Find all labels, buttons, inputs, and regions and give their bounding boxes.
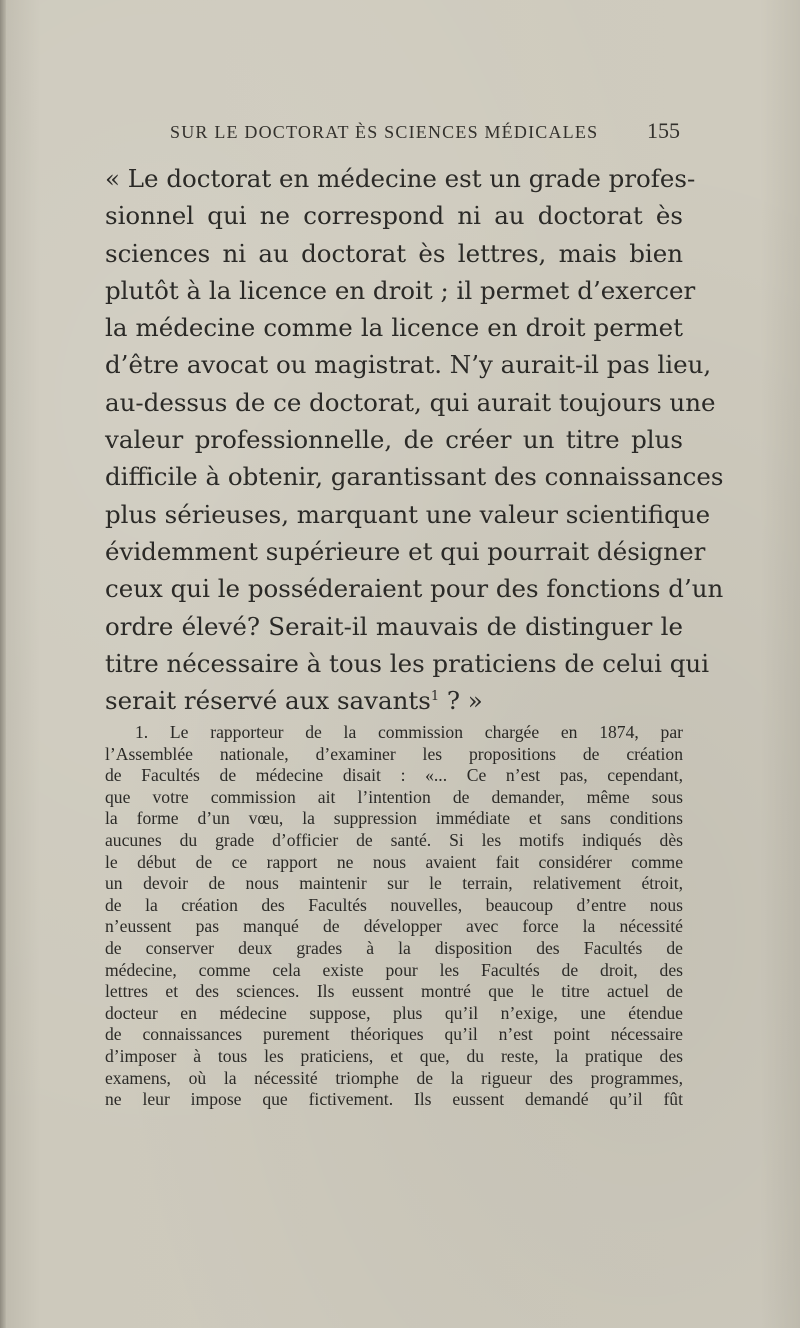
footnote-reference[interactable]: 1 bbox=[430, 689, 440, 704]
footnote-line: docteur en médecine suppose, plus qu’il n’exige, une étendue bbox=[105, 1002, 683, 1023]
footnote bbox=[105, 722, 683, 1111]
footnote-line: n’eussent pas manqué de développer avec force la nécessité bbox=[105, 916, 683, 937]
main-text bbox=[105, 160, 724, 719]
text-line: plutôt à la licence en droit ; il permet d’exercer bbox=[105, 275, 696, 305]
text-line-last bbox=[105, 682, 683, 719]
footnote-line: aucunes du grade d’officier de santé. Si les motifs indiqués dès bbox=[105, 829, 683, 850]
text-line: au-dessus de ce doctorat, qui aurait toujours une bbox=[105, 387, 716, 417]
last-line-text: serait réservé aux savants bbox=[105, 686, 431, 716]
text-line: sciences ni au doctorat ès lettres, mais bien bbox=[105, 238, 683, 268]
text-line: titre nécessaire à tous les praticiens de celui qui bbox=[105, 648, 710, 678]
footnote-line: ne leur impose que fictivement. Ils eussent demandé qu’il fût bbox=[105, 1089, 683, 1110]
text-line: ordre élevé? Serait-il mauvais de distinguer le bbox=[105, 611, 683, 641]
footnote-line: de connaissances purement théoriques qu’il n’est point nécessaire bbox=[105, 1024, 683, 1045]
running-title: SUR LE DOCTORAT ÈS SCIENCES MÉDICALES bbox=[170, 122, 599, 142]
closing-quote: ? » bbox=[439, 686, 483, 716]
running-head bbox=[170, 118, 680, 148]
footnote-line: 1. Le rapporteur de la commission chargée en 1874, par bbox=[135, 722, 683, 742]
page-gutter-shadow bbox=[0, 0, 6, 1328]
footnote-line: de la création des Facultés nouvelles, beaucoup d’entre nous bbox=[105, 894, 683, 915]
footnote-line: que votre commission ait l’intention de demander, même sous bbox=[105, 786, 683, 807]
footnote-line: de Facultés de médecine disait : «... Ce n’est pas, cependant, bbox=[105, 765, 683, 786]
text-line: difficile à obtenir, garantissant des connaissances bbox=[105, 462, 724, 492]
text-line: sionnel qui ne correspond ni au doctorat ès bbox=[105, 201, 683, 231]
text-line: ceux qui le posséderaient pour des fonctions d’un bbox=[105, 574, 724, 604]
footnote-line: lettres et des sciences. Ils eussent montré que le titre actuel de bbox=[105, 981, 683, 1002]
footnote-line: un devoir de nous maintenir sur le terrain, relativement étroit, bbox=[105, 873, 683, 894]
text-line: évidemment supérieure et qui pourrait désigner bbox=[105, 536, 706, 566]
text-line: plus sérieuses, marquant une valeur scientifique bbox=[105, 499, 711, 529]
footnote-line: l’Assemblée nationale, d’examiner les propositions de création bbox=[105, 743, 683, 764]
footnote-line: examens, où la nécessité triomphe de la rigueur des programmes, bbox=[105, 1067, 683, 1088]
page-number: 155 bbox=[647, 118, 680, 143]
footnote-line: médecine, comme cela existe pour les Facultés de droit, des bbox=[105, 959, 683, 980]
footnote-line: le début de ce rapport ne nous avaient fait considérer comme bbox=[105, 851, 683, 872]
footnote-line: la forme d’un vœu, la suppression immédiate et sans conditions bbox=[105, 808, 683, 829]
text-line: la médecine comme la licence en droit permet bbox=[105, 313, 683, 343]
text-line: valeur professionnelle, de créer un titre plus bbox=[105, 425, 683, 455]
text-line: d’être avocat ou magistrat. N’y aurait-il pas lieu, bbox=[105, 350, 712, 380]
footnote-line: de conserver deux grades à la disposition des Facultés de bbox=[105, 937, 683, 958]
text-line: « Le doctorat en médecine est un grade profes- bbox=[105, 164, 696, 193]
footnote-line: d’imposer à tous les praticiens, et que, du reste, la pratique des bbox=[105, 1045, 683, 1066]
